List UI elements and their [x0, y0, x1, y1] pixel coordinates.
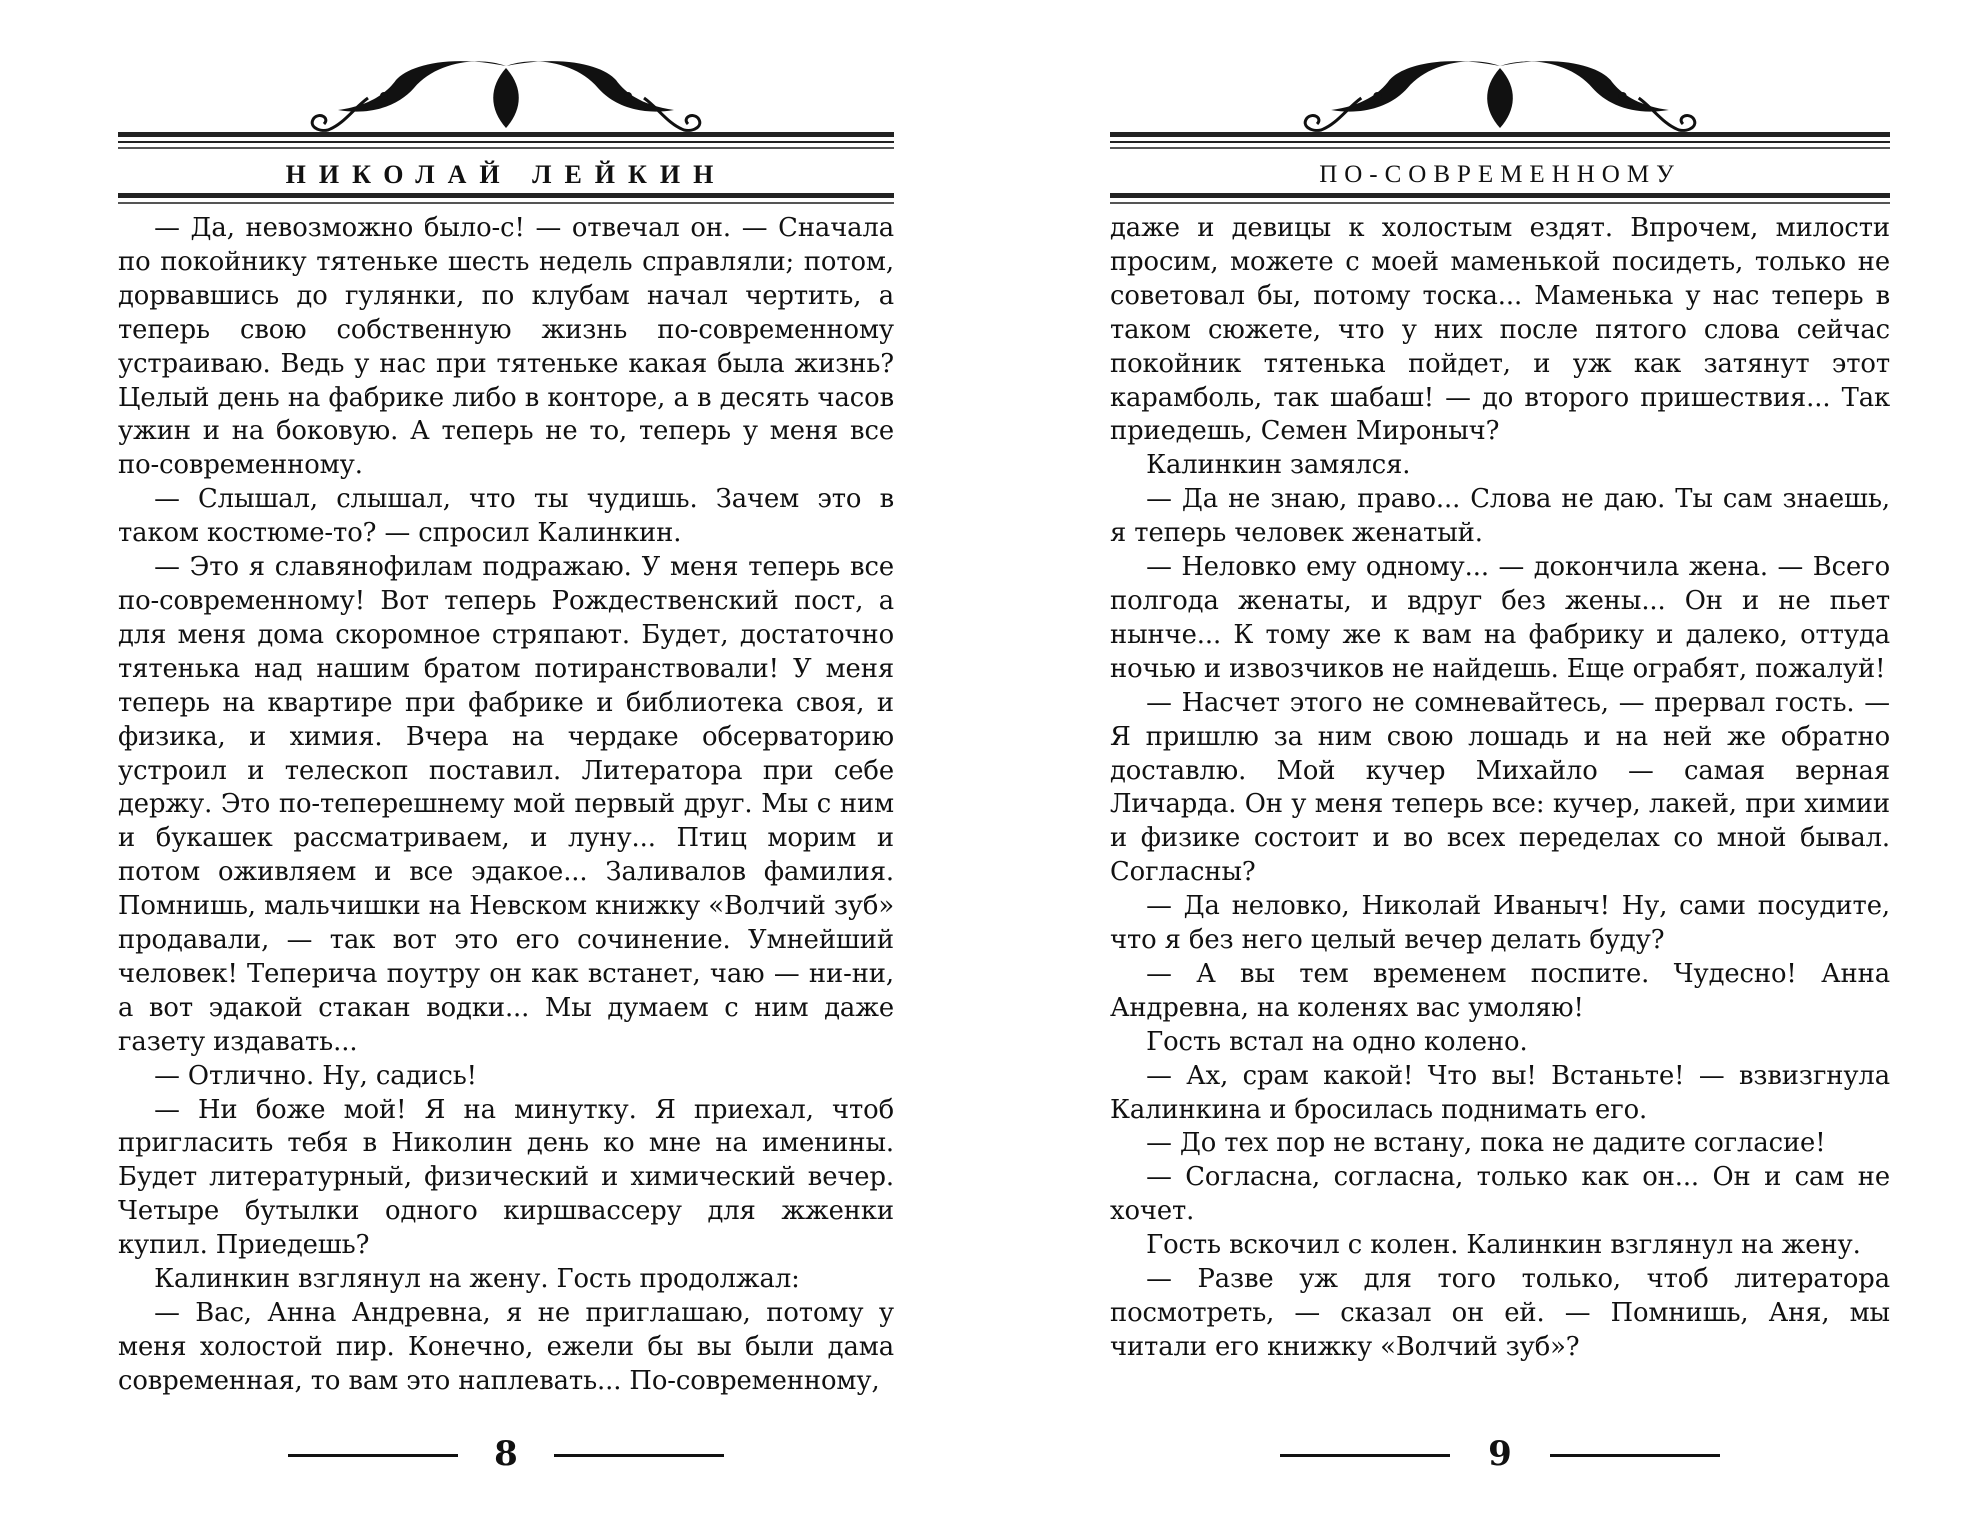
header-rule — [1110, 132, 1890, 137]
paragraph: — Отлично. Ну, садись! — [154, 1060, 477, 1091]
folio-dash — [554, 1454, 724, 1457]
folio-dash — [1550, 1454, 1720, 1457]
paragraph: — Вас, Анна Андревна, я не приглашаю, потому у меня холостой пир. Конечно, ежели бы вы были дама современная, то вам это наплевать... По-современному, — [118, 1298, 894, 1396]
header-ornament — [1110, 58, 1890, 138]
page-number: 9 — [1488, 1434, 1512, 1474]
paragraph: — Да неловко, Николай Иваныч! Ну, сами посудите, что я без него целый вечер делать буду? — [1110, 891, 1890, 956]
header-rule — [118, 202, 894, 204]
page-number-block — [1110, 1434, 1890, 1474]
header-rule — [1110, 202, 1890, 204]
paragraph: — А вы тем временем поспите. Чудесно! Анна Андревна, на коленях вас умоляю! — [1110, 958, 1890, 1023]
paragraph: — Да, невозможно было-с! — отвечал он. — Сначала по покойнику тятеньке шесть недель справляли; потом, дорвавшись до гулянки, по клубам начал чертить, а теперь свою собственную жизнь по-современному устраиваю. Ведь у нас при тятеньке какая была жизнь? Целый день на фабрике либо в конторе, а в десять часов ужин и на боковую. А теперь не то, теперь у меня все по-современному. — [118, 213, 894, 481]
paragraph: — Насчет этого не сомневайтесь, — прервал гость. — Я пришлю за ним свою лошадь и на ней же обратно доставлю. Мой кучер Михайло — самая верная Личарда. Он у меня теперь все: кучер, лакей, при химии и физике состоит и во всех переделах со мной бывал. Согласны? — [1110, 687, 1890, 888]
paragraph: Калинкин взглянул на жену. Гость продолжал: — [154, 1264, 800, 1295]
header-rule — [118, 147, 894, 149]
paragraph: — До тех пор не встану, пока не дадите согласие! — [1146, 1128, 1826, 1159]
paragraph: — Согласна, согласна, только как он... Он и сам не хочет. — [1110, 1162, 1890, 1227]
paragraph: — Слышал, слышал, что ты чудишь. Зачем это в таком костюме-то? — спросил Калинкин. — [118, 484, 894, 549]
header-rule — [118, 132, 894, 137]
paragraph: Гость вскочил с колен. Калинкин взглянул на жену. — [1146, 1230, 1861, 1261]
header-rule — [118, 141, 894, 143]
header-rule — [1110, 141, 1890, 143]
paragraph: — Ах, срам какой! Что вы! Встаньте! — взвизгнула Калинкина и бросилась поднимать его. — [1110, 1060, 1890, 1125]
page-number-block — [118, 1434, 894, 1474]
running-head-author: НИКОЛАЙ ЛЕЙКИН — [285, 160, 727, 189]
left-page-body-text — [118, 212, 894, 1399]
paragraph: — Неловко ему одному... — докончила жена. — Всего полгода женаты, и вдруг без жены... Он и не пьет нынче... К тому же к вам на фабрику и далеко, оттуда ночью и извозчиков не найдешь. Еще ограбят, пожалуй! — [1110, 552, 1890, 684]
left-page — [118, 0, 894, 1526]
paragraph: Гость встал на одно колено. — [1146, 1026, 1528, 1057]
header-ornament — [118, 58, 894, 138]
paragraph: — Да не знаю, право... Слова не даю. Ты сам знаешь, я теперь человек женатый. — [1110, 484, 1890, 549]
paragraph: — Разве уж для того только, чтоб литератора посмотреть, — сказал он ей. — Помнишь, Аня, мы читали его книжку «Волчий зуб»? — [1110, 1264, 1890, 1362]
header-rule — [1110, 193, 1890, 198]
page-number: 8 — [494, 1434, 518, 1474]
paragraph: Калинкин замялся. — [1146, 450, 1411, 481]
paragraph: даже и девицы к холостым ездят. Впрочем, милости просим, можете с моей маменькой посидеть, только не советовал бы, потому тоска... Маменька у нас теперь в таком сюжете, что у них после пятого слова сейчас покойник тятенька пойдет, и уж как затянут этот карамболь, так шабаш! — до второго пришествия... Так приедешь, Семен Мироныч? — [1110, 213, 1890, 447]
header-rule — [118, 193, 894, 198]
paragraph: — Это я славянофилам подражаю. У меня теперь все по-современному! Вот теперь Рождественский пост, а для меня дома скоромное стряпают. Будет, достаточно тятенька над нашим братом потиранствовали! У меня теперь на квартире при фабрике и библиотека своя, и физика, и химия. Вчера на чердаке обсерваторию устроил и телескоп поставил. Литератора при себе держу. Это по-теперешнему мой первый друг. Мы с ним и букашек рассматриваем, и луну... Птиц морим и потом оживляем и все эдакое... Заливалов фамилия. Помнишь, мальчишки на Невском книжку «Волчий зуб» продавали, — так вот это его сочинение. Умнейший человек! Теперича поутру он как встанет, чаю — ни-ни, а вот эдакой стакан водки... Мы думаем с ним даже газету издавать... — [118, 552, 894, 1057]
right-page — [1110, 0, 1890, 1526]
paragraph: — Ни боже мой! Я на минутку. Я приехал, чтоб пригласить тебя в Николин день ко мне на именины. Будет литературный, физический и химический вечер. Четыре бутылки одного киршвассеру для жженки купил. Приедешь? — [118, 1094, 894, 1261]
right-page-body-text — [1110, 212, 1890, 1365]
header-rule — [1110, 147, 1890, 149]
running-head-title: ПО-СОВРЕМЕННОМУ — [1319, 161, 1681, 188]
